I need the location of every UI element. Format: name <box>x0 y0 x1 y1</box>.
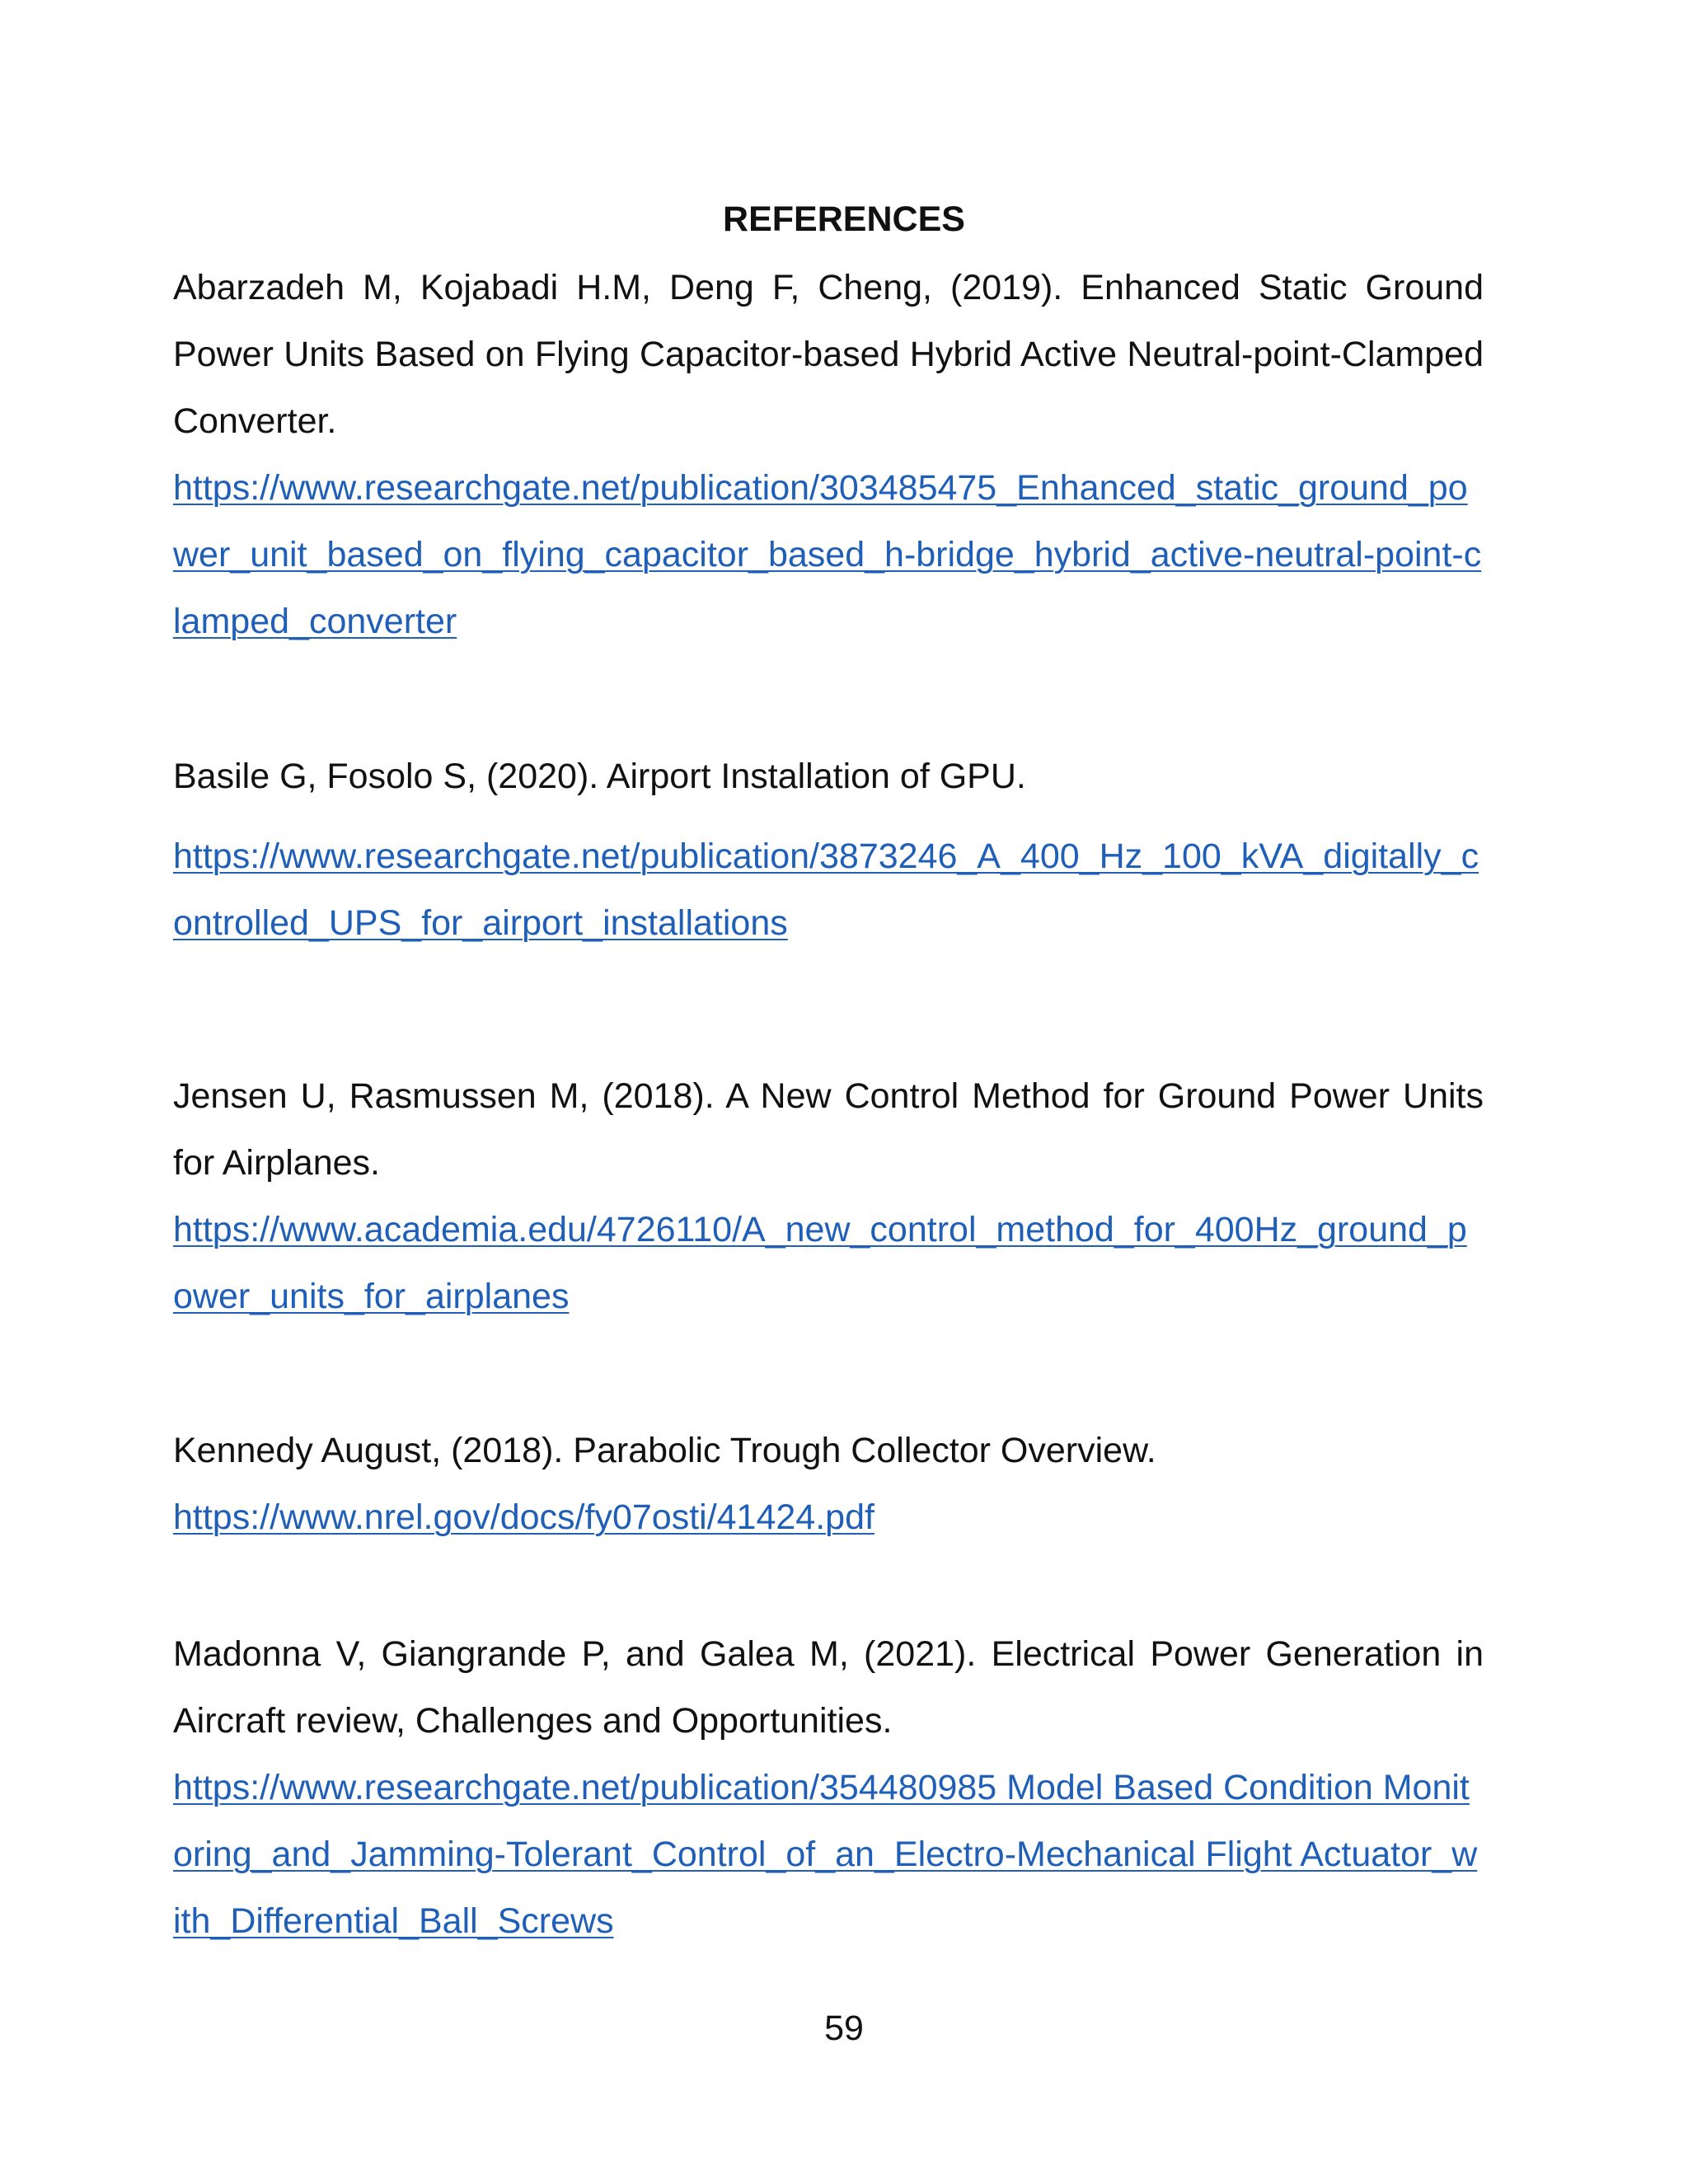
page-number: 59 <box>824 2008 864 2048</box>
reference-citation: Madonna V, Giangrande P, and Galea M, (2021). Electrical Power Generation in Aircraft review, Challenges and Opportunities. <box>173 1634 1484 1741</box>
reference-entry-madonna <box>173 1621 1484 1955</box>
reference-entry-abarzadeh <box>173 255 1484 655</box>
reference-link[interactable]: https://www.academia.edu/4726110/A_new_control_method_for_400Hz_ground_power_units_for_airplanes <box>173 1210 1467 1316</box>
page-title: REFERENCES <box>723 199 965 239</box>
reference-link[interactable]: https://www.researchgate.net/publication/354480985 Model Based Condition Monitoring_and_Jamming-Tolerant_Control_of_an_Electro-Mechanical Flight Actuator_with_Differential_Ball_Screws <box>173 1768 1478 1941</box>
reference-entry-jensen <box>173 1063 1484 1330</box>
reference-entry-basile <box>173 743 1484 957</box>
reference-link[interactable]: https://www.nrel.gov/docs/fy07osti/41424.pdf <box>173 1497 874 1537</box>
reference-citation: Abarzadeh M, Kojabadi H.M, Deng F, Cheng, (2019). Enhanced Static Ground Power Units Based on Flying Capacitor-based Hybrid Active Neutral-point-Clamped Converter. <box>173 268 1484 441</box>
reference-citation: Kennedy August, (2018). Parabolic Trough Collector Overview. <box>173 1431 1156 1470</box>
reference-entry-kennedy <box>173 1418 1484 1551</box>
reference-citation: Basile G, Fosolo S, (2020). Airport Installation of GPU. <box>173 757 1026 796</box>
reference-citation: Jensen U, Rasmussen M, (2018). A New Control Method for Ground Power Units for Airplanes. <box>173 1076 1484 1183</box>
reference-link[interactable]: https://www.researchgate.net/publication/3873246_A_400_Hz_100_kVA_digitally_controlled_UPS_for_airport_installations <box>173 837 1479 943</box>
reference-link[interactable]: https://www.researchgate.net/publication/303485475_Enhanced_static_ground_power_unit_based_on_flying_capacitor_based_h-bridge_hybrid_active-neutral-point-clamped_converter <box>173 468 1482 641</box>
